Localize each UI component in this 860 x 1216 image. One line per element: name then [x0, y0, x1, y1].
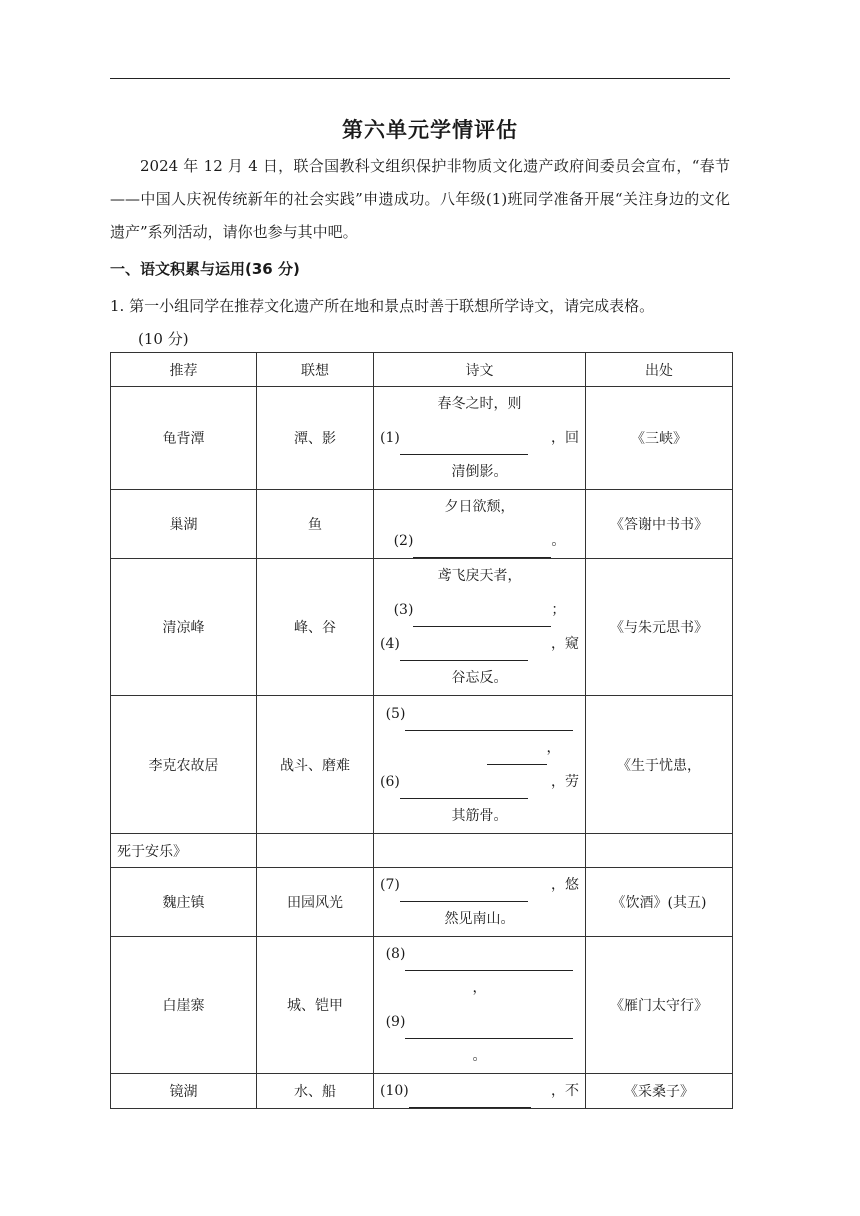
- top-rule: [110, 78, 730, 79]
- answer-blank[interactable]: [405, 712, 573, 731]
- header-cell: 出处: [586, 353, 733, 387]
- table-row: [111, 834, 733, 868]
- poem-line: [380, 627, 579, 661]
- poem-line: [380, 524, 579, 558]
- blank-number: (1): [380, 430, 400, 446]
- source-cell: 《答谢中书书》: [586, 490, 733, 559]
- poem-cell: [374, 1074, 586, 1109]
- header-cell: 联想: [257, 353, 374, 387]
- poem-text: 。: [472, 1048, 487, 1064]
- poem-text: ；: [551, 602, 566, 618]
- intro-paragraph: 2024 年 12 月 4 日，联合国教科文组织保护非物质文化遗产政府间委员会宣布，“春节——中国人庆祝传统新年的社会实践”申遗成功。八年级(1)班同学准备开展“关注身边的文化遗产”系列活动，请你也参与其中吧。: [110, 157, 730, 241]
- table-row: [111, 868, 733, 937]
- answer-blank[interactable]: [400, 883, 528, 902]
- table-row: [111, 1074, 733, 1109]
- poem-cell: [374, 868, 586, 937]
- answer-blank[interactable]: [400, 780, 528, 799]
- header-cell: 推荐: [111, 353, 257, 387]
- answer-blank[interactable]: [405, 1020, 573, 1039]
- table-header-row: [111, 353, 733, 387]
- poem-line: [380, 1005, 579, 1039]
- blank-number: (9): [385, 1014, 406, 1030]
- poem-cell: [374, 559, 586, 696]
- place-cell: 白崖寨: [111, 937, 257, 1074]
- assoc-cell: 水、船: [257, 1074, 374, 1109]
- poem-cell: [374, 696, 586, 834]
- header-cell: 诗文: [374, 353, 586, 387]
- place-cell: 巢湖: [111, 490, 257, 559]
- section-heading: 一、语文积累与运用(36 分): [110, 260, 300, 278]
- answer-blank[interactable]: [400, 436, 528, 455]
- blank-number: (3): [393, 602, 414, 618]
- place-cell: 魏庄镇: [111, 868, 257, 937]
- table-row: [111, 490, 733, 559]
- poem-text: 夕日欲颓，: [444, 499, 515, 515]
- source-cell: 《饮酒》(其五): [586, 868, 733, 937]
- assoc-cell: 城、铠甲: [257, 937, 374, 1074]
- poem-text: 其筋骨。: [451, 807, 508, 824]
- source-cell: 《生于忧患，: [586, 696, 733, 834]
- source-cell: 《雁门太守行》: [586, 937, 733, 1074]
- blank-number: (5): [385, 705, 406, 722]
- answer-blank[interactable]: [409, 1089, 531, 1108]
- poem-text: 。: [551, 533, 566, 549]
- poem-text: 春冬之时，则: [437, 396, 522, 412]
- poem-line: [380, 765, 579, 799]
- poem-text: ，悠: [551, 877, 579, 893]
- source-cell: 《三峡》: [586, 387, 733, 490]
- poem-line: [380, 1074, 579, 1108]
- poem-text: ，不: [551, 1083, 579, 1099]
- assoc-cell: 战斗、磨难: [257, 696, 374, 834]
- poem-text: 谷忘反。: [451, 670, 508, 686]
- blank-number: (7): [380, 877, 400, 893]
- answer-blank[interactable]: [487, 746, 547, 765]
- poem-line: [380, 868, 579, 902]
- assoc-cell: 田园风光: [257, 868, 374, 937]
- blank-number: (10): [380, 1083, 409, 1099]
- question-1: [110, 290, 730, 356]
- poem-text: ，: [546, 739, 561, 756]
- poem-line: [380, 937, 579, 971]
- table-row: [111, 387, 733, 490]
- question-points: (10 分): [138, 330, 189, 348]
- table-row: [111, 696, 733, 834]
- blank-number: (6): [380, 773, 400, 790]
- blank-number: (4): [380, 636, 400, 652]
- place-cell: 李克农故居: [111, 696, 257, 834]
- poem-cell: [374, 834, 586, 868]
- poem-line: [380, 731, 579, 765]
- answer-blank[interactable]: [400, 642, 528, 661]
- poem-text: ，: [472, 980, 487, 996]
- source-cell: 《采桑子》: [586, 1074, 733, 1109]
- poem-text: ，回: [551, 430, 579, 446]
- page-title: 第六单元学情评估: [342, 118, 518, 142]
- assoc-cell: 峰、谷: [257, 559, 374, 696]
- poem-line: [380, 697, 579, 731]
- assoc-cell: 潭、影: [257, 387, 374, 490]
- answer-blank[interactable]: [405, 952, 573, 971]
- poem-text: 清倒影。: [451, 464, 508, 480]
- question-text: 1. 第一小组同学在推荐文化遗产所在地和景点时善于联想所学诗文，请完成表格。: [110, 297, 655, 315]
- source-cell: [586, 834, 733, 868]
- poem-table: [110, 352, 733, 1109]
- poem-line: [380, 593, 579, 627]
- answer-blank[interactable]: [413, 608, 551, 627]
- source-cell: 《与朱元思书》: [586, 559, 733, 696]
- place-cell: 死于安乐》: [111, 834, 257, 868]
- table-row: [111, 559, 733, 696]
- place-cell: 清凉峰: [111, 559, 257, 696]
- place-cell: 镜湖: [111, 1074, 257, 1109]
- poem-text: ，劳: [551, 773, 579, 790]
- poem-cell: [374, 490, 586, 559]
- assoc-cell: 鱼: [257, 490, 374, 559]
- blank-number: (8): [385, 946, 406, 962]
- poem-text: 鸢飞戾天者，: [437, 568, 522, 584]
- poem-text: ，窥: [551, 636, 579, 652]
- table-row: [111, 937, 733, 1074]
- poem-cell: [374, 387, 586, 490]
- blank-number: (2): [393, 533, 414, 549]
- poem-text: 然见南山。: [444, 911, 515, 927]
- poem-cell: [374, 937, 586, 1074]
- poem-line: [380, 421, 579, 455]
- answer-blank[interactable]: [413, 539, 551, 558]
- assoc-cell: [257, 834, 374, 868]
- place-cell: 龟背潭: [111, 387, 257, 490]
